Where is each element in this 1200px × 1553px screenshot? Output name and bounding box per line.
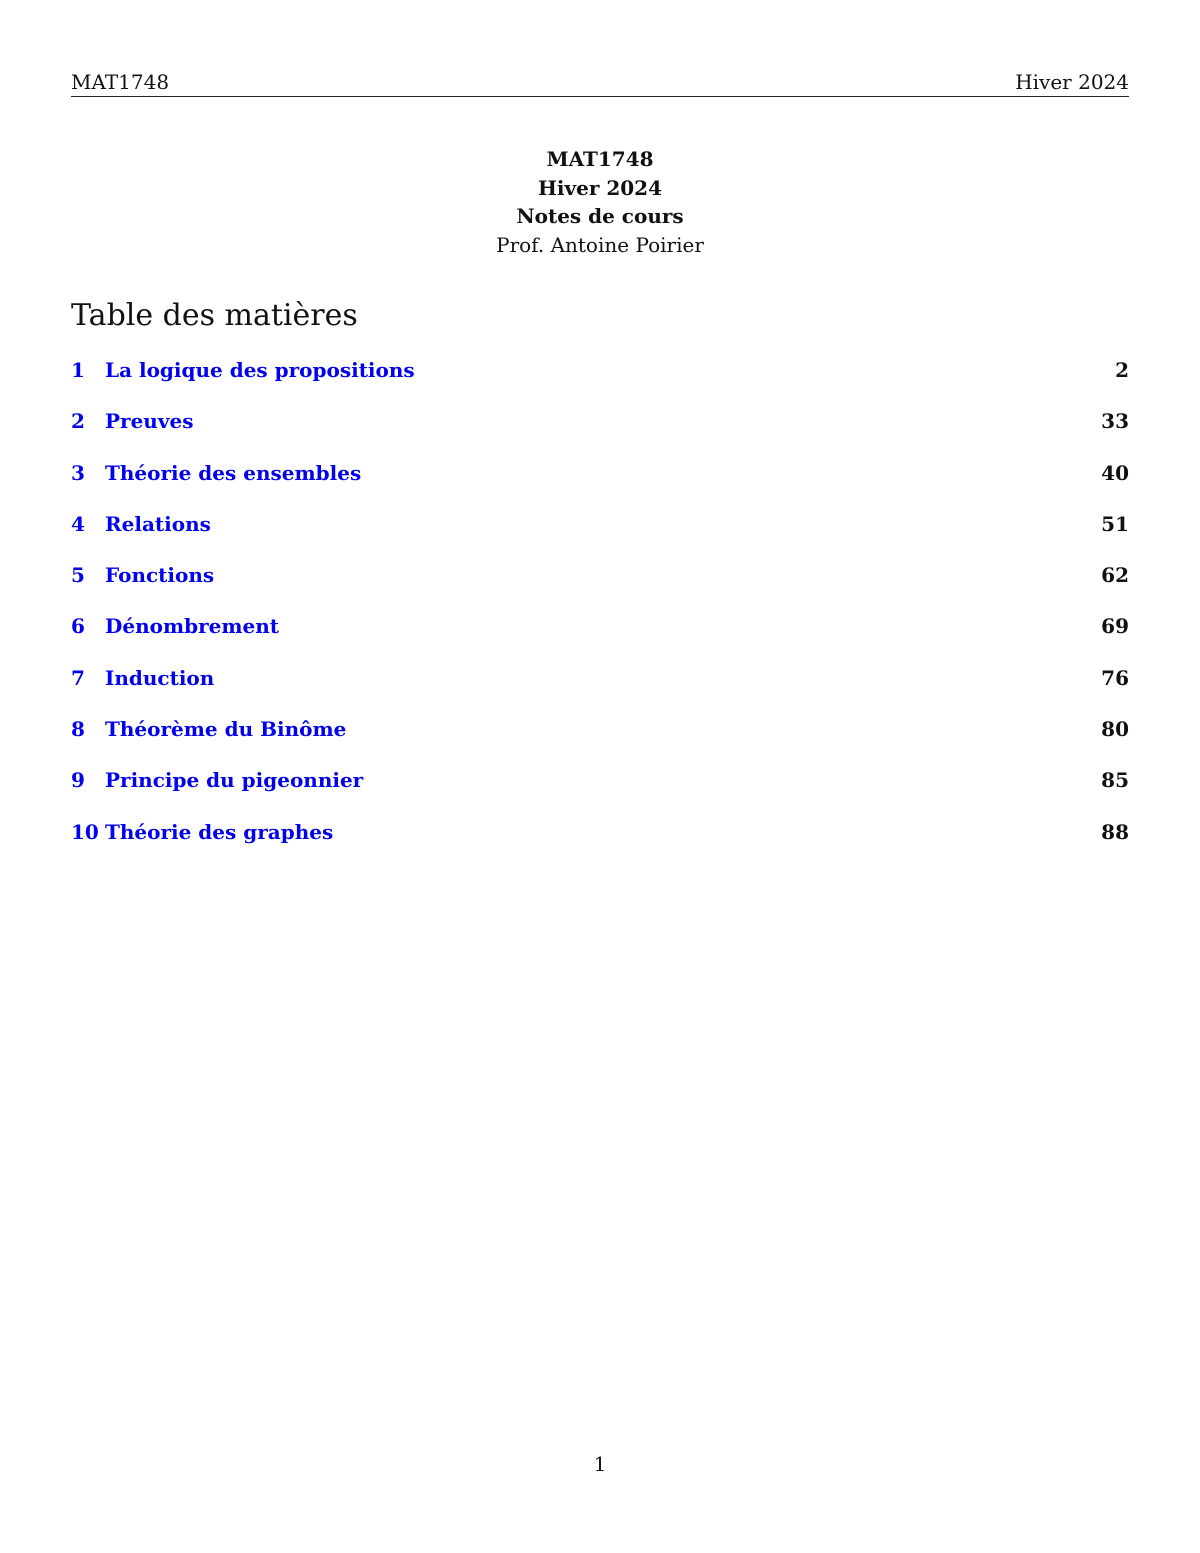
toc-entry-page: 80 <box>1101 717 1129 742</box>
toc-entry[interactable] <box>71 666 1129 717</box>
toc-entry[interactable] <box>71 409 1129 460</box>
toc-entry-number[interactable]: 9 <box>71 768 85 793</box>
toc-entry[interactable] <box>71 717 1129 768</box>
toc-entry[interactable] <box>71 461 1129 512</box>
toc-entry-number[interactable]: 6 <box>71 614 85 639</box>
toc-entry-title[interactable]: Preuves <box>105 409 194 434</box>
toc-entry-title[interactable]: Induction <box>105 665 215 690</box>
toc-entry-title[interactable]: Théorie des graphes <box>105 819 334 844</box>
running-header <box>71 70 1129 97</box>
toc-entry-number[interactable]: 1 <box>71 358 85 382</box>
toc-entry[interactable] <box>71 820 1129 871</box>
toc-entry-title[interactable]: Fonctions <box>105 563 215 588</box>
toc-entry[interactable] <box>71 512 1129 563</box>
toc-entry-page: 69 <box>1101 614 1129 639</box>
toc-heading: Table des matières <box>71 298 358 333</box>
toc-entry-number[interactable]: 5 <box>71 563 85 588</box>
subtitle: Notes de cours <box>516 204 684 228</box>
header-term: Hiver 2024 <box>1015 70 1129 94</box>
toc-entry-title[interactable]: La logique des propositions <box>105 358 415 382</box>
toc-entry-page: 51 <box>1101 511 1129 536</box>
toc-entry-page: 76 <box>1101 665 1129 690</box>
toc-entry-title[interactable]: Théorie des ensembles <box>105 460 362 485</box>
toc-entry-title[interactable]: Dénombrement <box>105 614 280 639</box>
toc-entry-page: 33 <box>1101 409 1129 434</box>
page-number: 1 <box>593 1452 607 1476</box>
toc-entry-title[interactable]: Relations <box>105 511 211 536</box>
title-block <box>0 145 1200 259</box>
toc-entry-number[interactable]: 2 <box>71 409 85 434</box>
toc-entry-number[interactable]: 8 <box>71 717 85 742</box>
toc-entry-number[interactable]: 7 <box>71 665 85 690</box>
table-of-contents <box>71 358 1129 871</box>
toc-entry-number[interactable]: 4 <box>71 511 85 536</box>
toc-entry[interactable] <box>71 768 1129 819</box>
toc-entry-number[interactable]: 10 <box>71 819 99 844</box>
toc-entry-title[interactable]: Principe du pigeonnier <box>105 768 364 793</box>
toc-entry[interactable] <box>71 358 1129 409</box>
toc-entry[interactable] <box>71 563 1129 614</box>
toc-entry[interactable] <box>71 614 1129 665</box>
toc-entry-number[interactable]: 3 <box>71 460 85 485</box>
term: Hiver 2024 <box>537 175 662 200</box>
toc-entry-page: 62 <box>1101 563 1129 588</box>
toc-entry-page: 40 <box>1101 460 1129 485</box>
header-course: MAT1748 <box>71 70 170 94</box>
course-title: MAT1748 <box>546 147 654 171</box>
toc-entry-page: 88 <box>1101 819 1129 844</box>
toc-entry-title[interactable]: Théorème du Binôme <box>105 717 347 742</box>
author: Prof. Antoine Poirier <box>496 232 704 257</box>
toc-entry-page: 85 <box>1101 768 1129 793</box>
toc-entry-page: 2 <box>1115 358 1129 382</box>
